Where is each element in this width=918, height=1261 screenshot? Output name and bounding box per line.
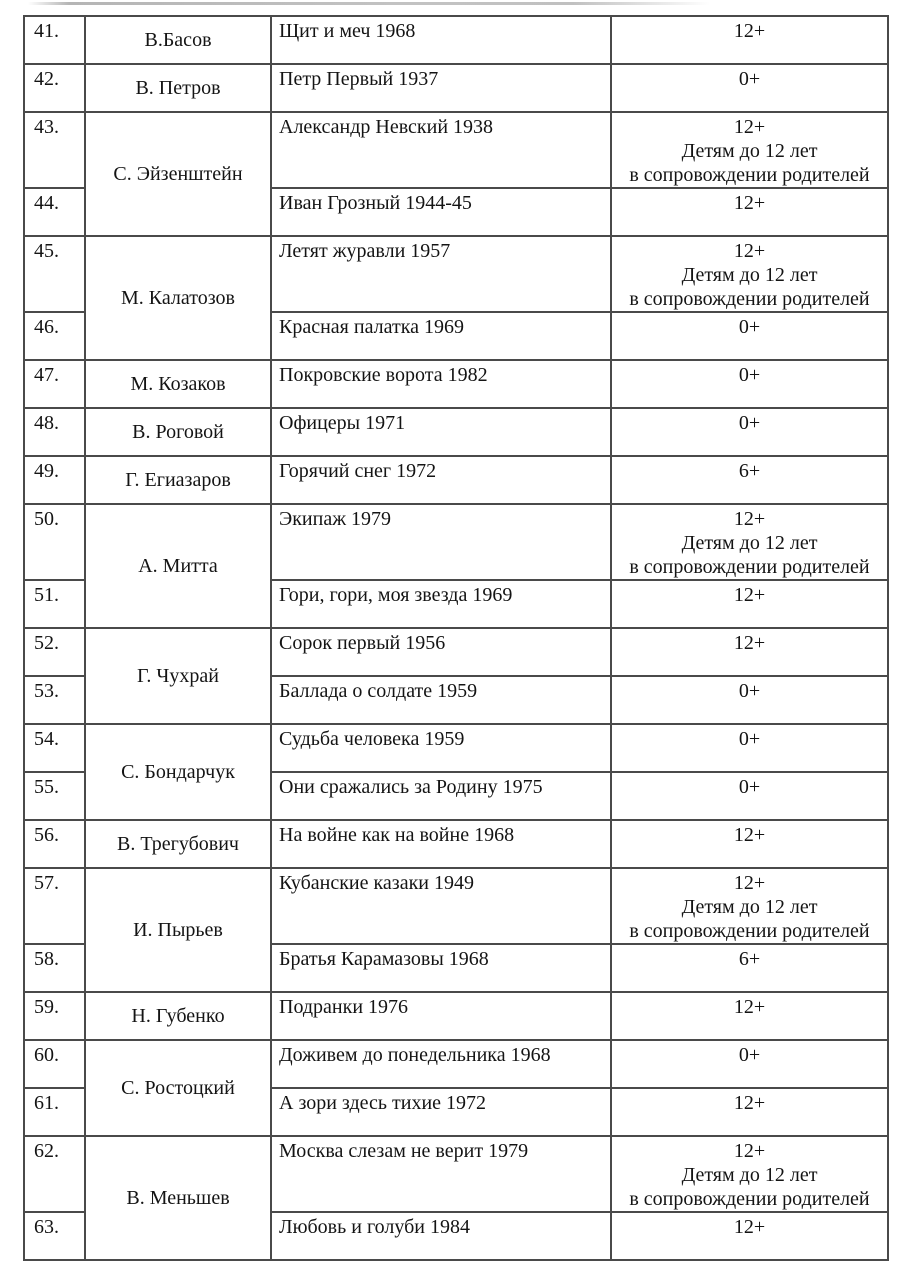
row-number-cell: 49.: [24, 456, 85, 504]
age-rating-cell: [611, 992, 888, 1040]
film-title-cell: Иван Грозный 1944-45: [271, 188, 611, 236]
film-title-cell: Кубанские казаки 1949: [271, 868, 611, 944]
age-rating-line: Детям до 12 лет: [681, 1164, 818, 1186]
table-row: [24, 724, 888, 772]
table-row: [24, 504, 888, 580]
film-title-cell: Красная палатка 1969: [271, 312, 611, 360]
film-title-cell: Судьба человека 1959: [271, 724, 611, 772]
film-title-cell: Петр Первый 1937: [271, 64, 611, 112]
age-rating-cell: [611, 944, 888, 992]
age-rating-line: 12+: [733, 116, 766, 138]
film-title-cell: Братья Карамазовы 1968: [271, 944, 611, 992]
table-row: [24, 16, 888, 64]
film-title-cell: Александр Невский 1938: [271, 112, 611, 188]
age-rating-line: 6+: [738, 948, 761, 970]
row-number-cell: 48.: [24, 408, 85, 456]
row-number-cell: 57.: [24, 868, 85, 944]
age-rating-cell: [611, 408, 888, 456]
film-title-cell: На войне как на войне 1968: [271, 820, 611, 868]
age-rating-line: 0+: [738, 680, 761, 702]
film-title-cell: Доживем до понедельника 1968: [271, 1040, 611, 1088]
age-rating-cell: [611, 1212, 888, 1260]
row-number-cell: 61.: [24, 1088, 85, 1136]
director-cell: А. Митта: [85, 504, 271, 628]
age-rating-line: 0+: [738, 68, 761, 90]
age-rating-line: Детям до 12 лет: [681, 896, 818, 918]
row-number-cell: 60.: [24, 1040, 85, 1088]
age-rating-line: 0+: [738, 364, 761, 386]
director-cell: В. Петров: [85, 64, 271, 112]
age-rating-line: 12+: [733, 996, 766, 1018]
director-cell: С. Ростоцкий: [85, 1040, 271, 1136]
director-cell: М. Калатозов: [85, 236, 271, 360]
film-title-cell: Гори, гори, моя звезда 1969: [271, 580, 611, 628]
age-rating-cell: [611, 360, 888, 408]
director-cell: В. Меньшев: [85, 1136, 271, 1260]
director-cell: И. Пырьев: [85, 868, 271, 992]
table-row: [24, 992, 888, 1040]
row-number-cell: 45.: [24, 236, 85, 312]
age-rating-line: в сопровождении родителей: [629, 920, 870, 942]
age-rating-line: 12+: [733, 872, 766, 894]
age-rating-line: 12+: [733, 1140, 766, 1162]
age-rating-line: 0+: [738, 316, 761, 338]
age-rating-cell: [611, 820, 888, 868]
row-number-cell: 52.: [24, 628, 85, 676]
table-row: [24, 408, 888, 456]
table-row: [24, 820, 888, 868]
row-number-cell: 59.: [24, 992, 85, 1040]
director-cell: М. Козаков: [85, 360, 271, 408]
film-title-cell: Офицеры 1971: [271, 408, 611, 456]
age-rating-cell: [611, 1136, 888, 1212]
director-cell: В.Басов: [85, 16, 271, 64]
row-number-cell: 47.: [24, 360, 85, 408]
row-number-cell: 50.: [24, 504, 85, 580]
age-rating-line: 12+: [733, 584, 766, 606]
row-number-cell: 44.: [24, 188, 85, 236]
director-cell: Г. Чухрай: [85, 628, 271, 724]
row-number-cell: 55.: [24, 772, 85, 820]
age-rating-line: 12+: [733, 20, 766, 42]
film-title-cell: Они сражались за Родину 1975: [271, 772, 611, 820]
film-title-cell: Горячий снег 1972: [271, 456, 611, 504]
director-cell: С. Эйзенштейн: [85, 112, 271, 236]
age-rating-line: 0+: [738, 1044, 761, 1066]
row-number-cell: 43.: [24, 112, 85, 188]
film-title-cell: Сорок первый 1956: [271, 628, 611, 676]
row-number-cell: 53.: [24, 676, 85, 724]
age-rating-line: Детям до 12 лет: [681, 264, 818, 286]
film-title-cell: Любовь и голуби 1984: [271, 1212, 611, 1260]
age-rating-line: в сопровождении родителей: [629, 288, 870, 310]
row-number-cell: 54.: [24, 724, 85, 772]
age-rating-line: в сопровождении родителей: [629, 1188, 870, 1210]
table-row: [24, 360, 888, 408]
age-rating-cell: [611, 456, 888, 504]
film-title-cell: Экипаж 1979: [271, 504, 611, 580]
film-title-cell: Баллада о солдате 1959: [271, 676, 611, 724]
row-number-cell: 41.: [24, 16, 85, 64]
films-table-body: [24, 16, 888, 1260]
director-cell: В. Трегубович: [85, 820, 271, 868]
age-rating-line: 12+: [733, 1216, 766, 1238]
table-row: [24, 112, 888, 188]
age-rating-cell: [611, 16, 888, 64]
age-rating-cell: [611, 676, 888, 724]
age-rating-cell: [611, 64, 888, 112]
age-rating-cell: [611, 628, 888, 676]
director-cell: Н. Губенко: [85, 992, 271, 1040]
row-number-cell: 46.: [24, 312, 85, 360]
film-title-cell: Покровские ворота 1982: [271, 360, 611, 408]
table-row: [24, 456, 888, 504]
row-number-cell: 62.: [24, 1136, 85, 1212]
film-title-cell: Москва слезам не верит 1979: [271, 1136, 611, 1212]
age-rating-line: 12+: [733, 508, 766, 530]
age-rating-cell: [611, 772, 888, 820]
table-row: [24, 1040, 888, 1088]
age-rating-line: 12+: [733, 1092, 766, 1114]
age-rating-line: 0+: [738, 728, 761, 750]
director-cell: В. Роговой: [85, 408, 271, 456]
age-rating-cell: [611, 188, 888, 236]
age-rating-line: 12+: [733, 192, 766, 214]
previous-row-edge-artifact: [28, 2, 710, 5]
film-title-cell: Щит и меч 1968: [271, 16, 611, 64]
table-row: [24, 1136, 888, 1212]
age-rating-line: Детям до 12 лет: [681, 532, 818, 554]
age-rating-line: в сопровождении родителей: [629, 164, 870, 186]
age-rating-line: 0+: [738, 776, 761, 798]
table-row: [24, 236, 888, 312]
films-table: [23, 15, 889, 1261]
row-number-cell: 42.: [24, 64, 85, 112]
row-number-cell: 56.: [24, 820, 85, 868]
age-rating-line: 12+: [733, 632, 766, 654]
director-cell: С. Бондарчук: [85, 724, 271, 820]
age-rating-cell: [611, 112, 888, 188]
director-cell: Г. Егиазаров: [85, 456, 271, 504]
table-row: [24, 868, 888, 944]
table-row: [24, 628, 888, 676]
age-rating-line: 12+: [733, 240, 766, 262]
film-title-cell: Подранки 1976: [271, 992, 611, 1040]
row-number-cell: 51.: [24, 580, 85, 628]
age-rating-cell: [611, 504, 888, 580]
age-rating-cell: [611, 312, 888, 360]
film-title-cell: Летят журавли 1957: [271, 236, 611, 312]
age-rating-cell: [611, 1040, 888, 1088]
age-rating-line: в сопровождении родителей: [629, 556, 870, 578]
age-rating-cell: [611, 580, 888, 628]
age-rating-cell: [611, 236, 888, 312]
film-title-cell: А зори здесь тихие 1972: [271, 1088, 611, 1136]
age-rating-cell: [611, 868, 888, 944]
age-rating-line: 12+: [733, 824, 766, 846]
age-rating-cell: [611, 1088, 888, 1136]
age-rating-line: 6+: [738, 460, 761, 482]
age-rating-line: Детям до 12 лет: [681, 140, 818, 162]
table-row: [24, 64, 888, 112]
row-number-cell: 58.: [24, 944, 85, 992]
age-rating-cell: [611, 724, 888, 772]
row-number-cell: 63.: [24, 1212, 85, 1260]
age-rating-line: 0+: [738, 412, 761, 434]
